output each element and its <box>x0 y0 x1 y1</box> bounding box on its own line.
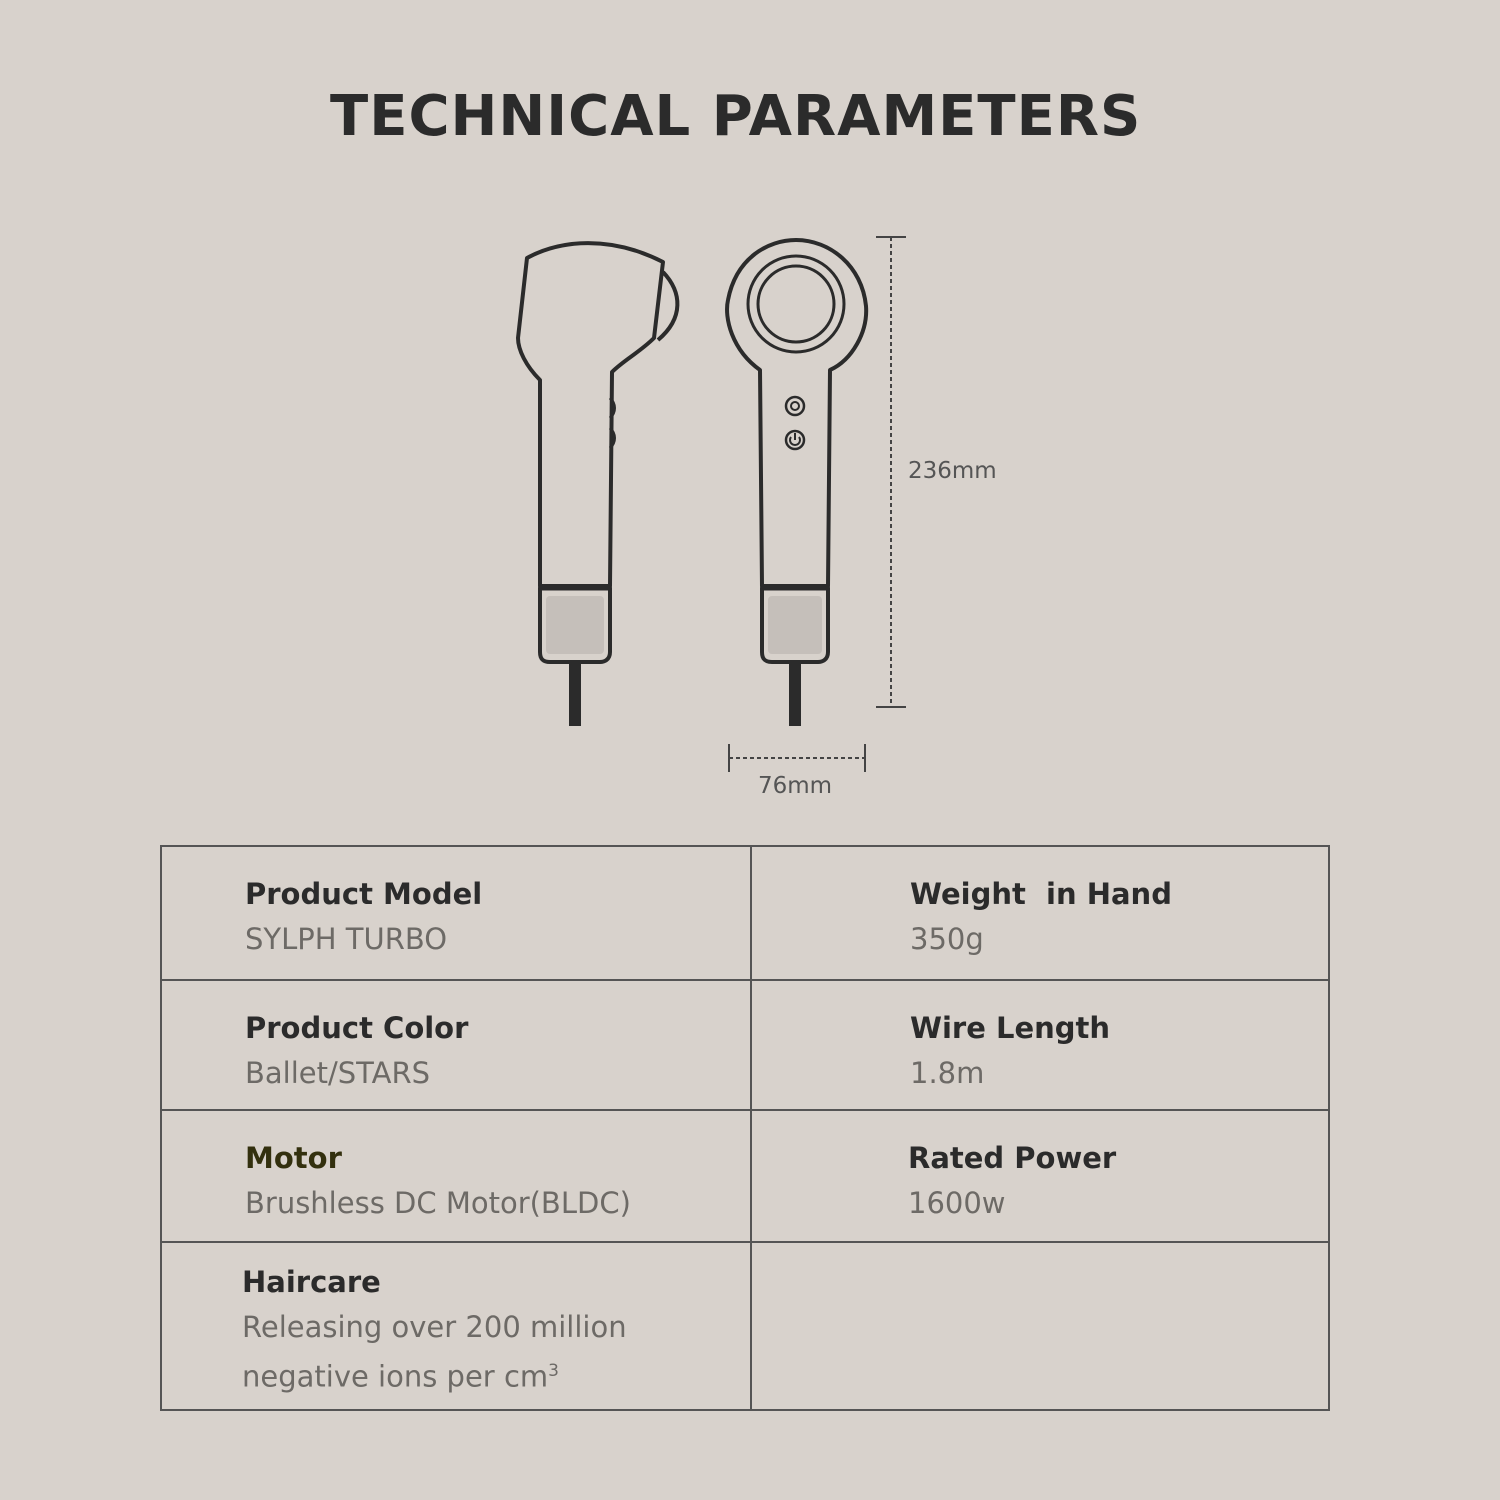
spec-cell-product-model <box>161 846 751 980</box>
table-row <box>161 1242 1329 1410</box>
table-row <box>161 980 1329 1110</box>
spec-value: 1600w <box>908 1186 1006 1220</box>
side-view-filter-dots <box>546 596 604 654</box>
spec-value: Brushless DC Motor(BLDC) <box>245 1186 631 1220</box>
spec-cell-motor <box>161 1110 751 1242</box>
spec-label: Motor <box>245 1141 342 1175</box>
front-view-filter-dots <box>768 596 822 654</box>
spec-value <box>242 1305 750 1399</box>
spec-label: Product Color <box>245 1011 469 1045</box>
height-dimension-label: 236mm <box>908 458 997 484</box>
page-title: TECHNICAL PARAMETERS <box>330 84 1142 149</box>
spec-label: Wire Length <box>910 1011 1111 1045</box>
spec-value: 350g <box>910 922 984 956</box>
spec-cell-empty <box>751 1242 1329 1410</box>
spec-label: Haircare <box>242 1265 381 1299</box>
spec-value: Ballet/STARS <box>245 1056 431 1090</box>
width-dimension-line <box>729 744 865 772</box>
spec-table <box>160 845 1330 1411</box>
table-row <box>161 846 1329 980</box>
spec-label: Weight in Hand <box>910 877 1172 911</box>
table-row <box>161 1110 1329 1242</box>
spec-cell-wire-length <box>751 980 1329 1110</box>
spec-value: 1.8m <box>910 1056 985 1090</box>
width-dimension-label: 76mm <box>758 773 833 799</box>
spec-cell-rated-power <box>751 1110 1329 1242</box>
spec-value: SYLPH TURBO <box>245 922 448 956</box>
superscript-cubed: 3 <box>548 1361 559 1381</box>
spec-cell-haircare <box>161 1242 751 1410</box>
spec-label: Product Model <box>245 877 483 911</box>
spec-label: Rated Power <box>908 1141 1117 1175</box>
spec-value-line2: negative ions per cm <box>242 1359 549 1394</box>
height-dimension-line <box>876 237 906 707</box>
spec-cell-product-color <box>161 980 751 1110</box>
spec-cell-weight-in-hand <box>751 846 1329 980</box>
spec-value-line1: Releasing over 200 million <box>242 1310 627 1344</box>
